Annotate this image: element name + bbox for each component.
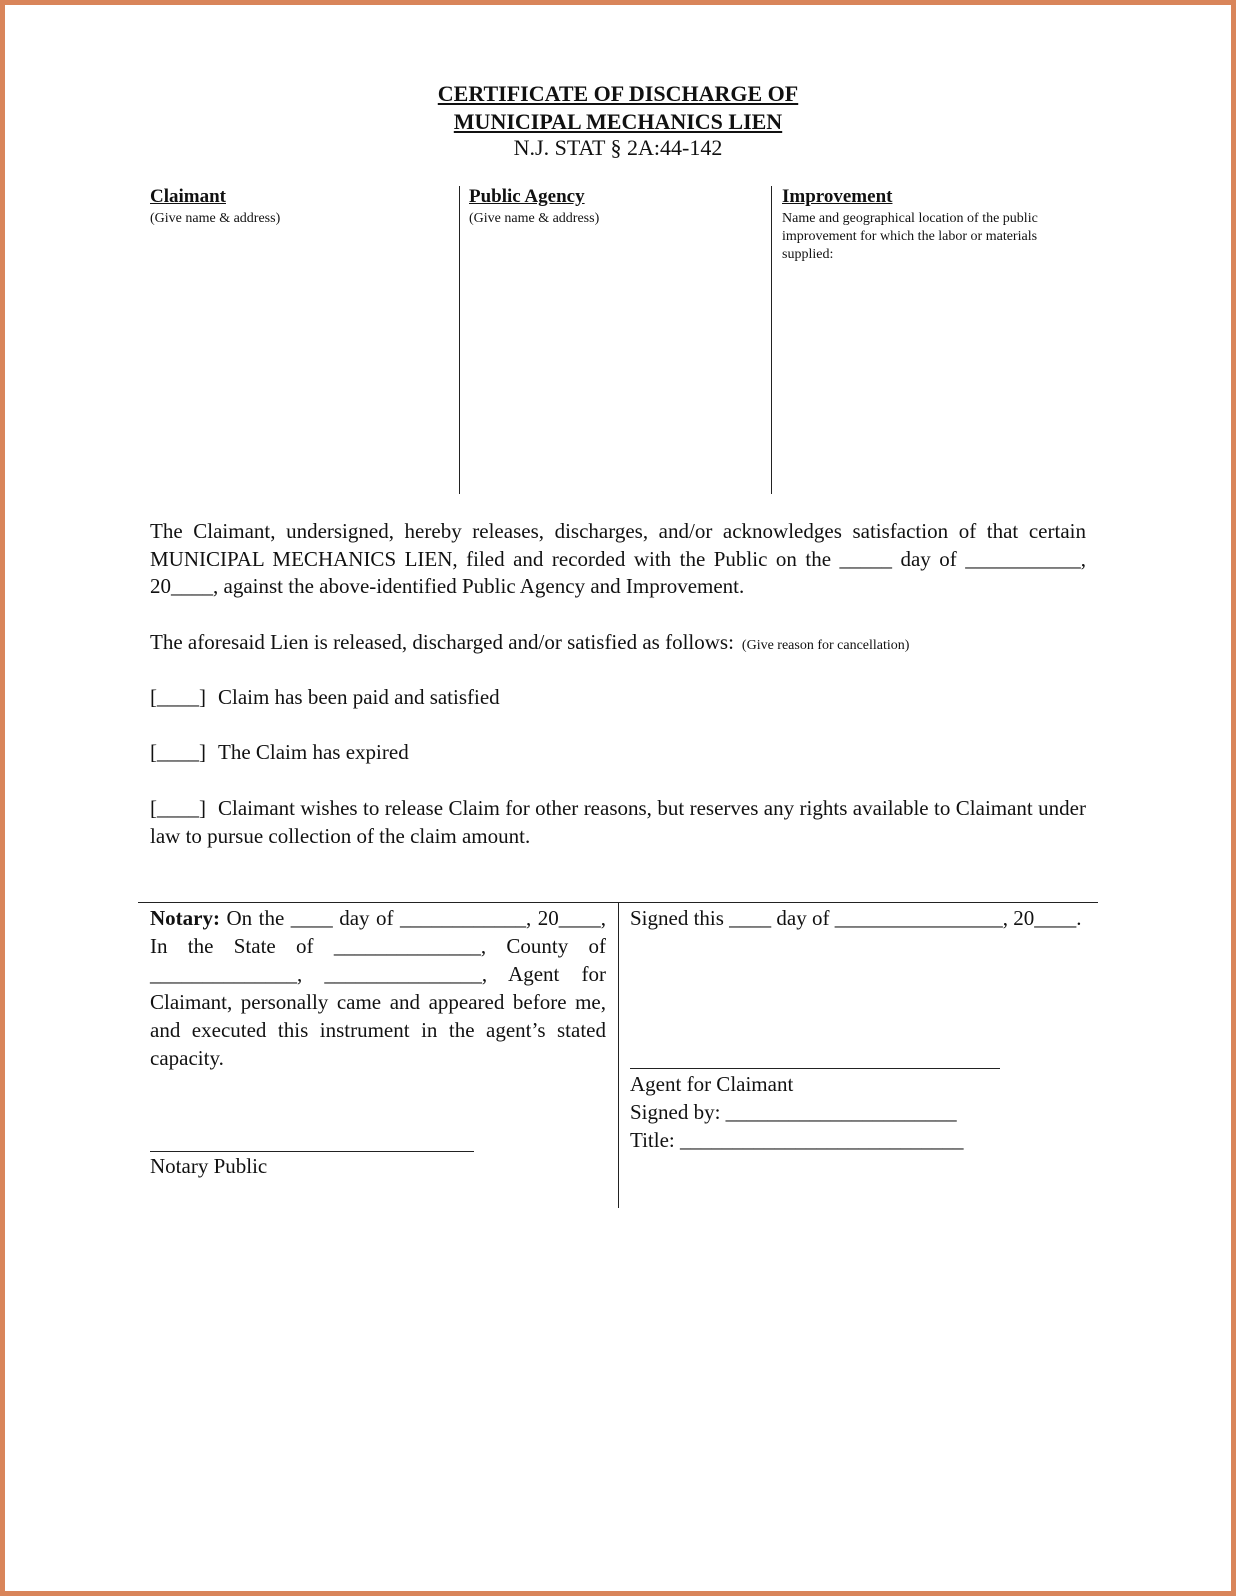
claimant-heading: Claimant	[150, 186, 226, 207]
signature-column-divider	[618, 902, 619, 1208]
option-other	[150, 795, 1086, 850]
public-agency-heading: Public Agency	[469, 186, 585, 207]
reason-note: (Give reason for cancellation)	[741, 638, 910, 653]
improvement-subtitle: Name and geographical location of the public improvement for which the labor or materials supplied:	[782, 211, 1038, 262]
option-checkbox[interactable]: [____]	[150, 685, 206, 709]
improvement-heading: Improvement	[782, 186, 893, 207]
title-line-2: MUNICIPAL MECHANICS LIEN	[453, 109, 783, 134]
public-agency-column	[469, 186, 759, 228]
notary-label: Notary:	[150, 906, 220, 930]
reason-intro	[150, 629, 1086, 660]
option-label: Claimant wishes to release Claim for other reasons, but reserves any rights available to Claimant under law to pursue collection of the claim amount.	[150, 796, 1086, 848]
agent-for-claimant-label: Agent for Claimant	[630, 1072, 794, 1096]
column-divider	[459, 186, 460, 494]
improvement-column	[782, 186, 1082, 264]
signed-by-field[interactable]: Signed by: ______________________	[630, 1100, 957, 1124]
title-field[interactable]: Title: ___________________________	[630, 1128, 964, 1152]
reason-intro-text: The aforesaid Lien is released, discharged and/or satisfied as follows:	[150, 630, 734, 654]
agent-signature-line[interactable]	[630, 1068, 1000, 1069]
notary-text: On the ____ day of ____________, 20____, In the State of ______________, County of ______________, _______________, Agent for Claimant, personally came and appeared before me, and executed this instrument in the agent’s stated capacity.	[150, 906, 606, 1070]
notary-public-label: Notary Public	[150, 1154, 268, 1178]
release-paragraph: The Claimant, undersigned, hereby releases, discharges, and/or acknowledges satisfaction of that certain MUNICIPAL MECHANICS LIEN, filed and recorded with the Public on the _____ day of ___________, 20____, against the above-identified Public Agency and Improvement.	[150, 519, 1086, 598]
title-line-1: CERTIFICATE OF DISCHARGE OF	[437, 81, 799, 106]
claimant-column	[150, 186, 440, 228]
column-divider	[771, 186, 772, 494]
option-label: The Claim has expired	[218, 740, 409, 764]
public-agency-subtitle: (Give name & address)	[469, 211, 600, 226]
notary-block	[150, 904, 606, 1072]
option-expired	[150, 739, 1086, 767]
statute-reference: N.J. STAT § 2A:44-142	[513, 135, 723, 160]
signed-date-text: Signed this ____ day of ________________, 20____.	[630, 906, 1082, 930]
option-checkbox[interactable]: [____]	[150, 796, 206, 820]
option-label: Claim has been paid and satisfied	[218, 685, 500, 709]
option-checkbox[interactable]: [____]	[150, 740, 206, 764]
option-paid	[150, 684, 1086, 712]
claimant-subtitle: (Give name & address)	[150, 211, 281, 226]
